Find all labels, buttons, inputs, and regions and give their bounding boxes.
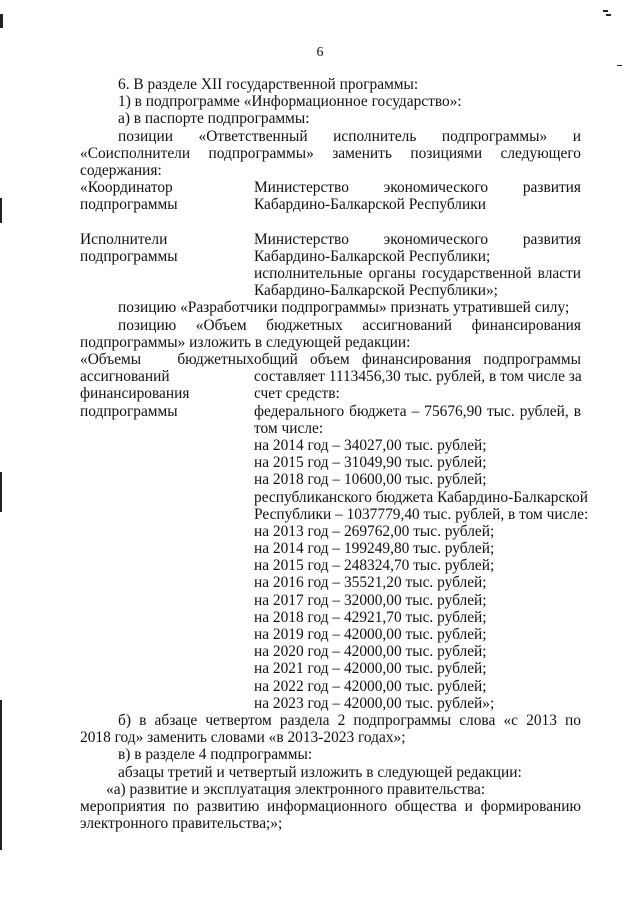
- paragraph-line: позицию «Разработчики подпрограммы» признать утратившей силу;: [118, 299, 570, 317]
- funding-label: «Объемы бюджетных ассигнований финансирования подпрограммы: [80, 351, 254, 420]
- paragraph-line: подпрограммы» изложить в следующей редакции:: [80, 333, 411, 351]
- paragraph-line: «а) развитие и эксплуатация электронного правительства:: [106, 780, 486, 798]
- executors-row: [80, 231, 581, 300]
- paragraph-line: позиции «Ответственный исполнитель подпрограммы» и: [118, 127, 581, 145]
- paragraph-line: абзацы третий и четвертый изложить в следующей редакции:: [118, 763, 522, 781]
- paragraph-line: б) в абзаце четвертом раздела 2 подпрограммы слова «с 2013 по: [118, 711, 581, 729]
- paragraph-line: а) в паспорте подпрограммы:: [118, 110, 310, 128]
- coordinator-value: Министерство экономического развития Кабардино-Балкарской Республики: [254, 179, 581, 214]
- paragraph-line: 2018 год» заменить словами «в 2013-2023 годах»;: [80, 729, 406, 747]
- paragraph-line: позицию «Объем бюджетных ассигнований финансирования: [118, 316, 581, 334]
- paragraph-line: 1) в подпрограмме «Информационное государство»:: [118, 93, 462, 111]
- scan-mark: [0, 198, 2, 223]
- coordinator-label: «Координатор подпрограммы: [80, 179, 178, 214]
- scan-mark: [603, 10, 608, 12]
- paragraph-line: в) в разделе 4 подпрограммы:: [118, 746, 313, 764]
- scan-mark: [606, 14, 611, 16]
- document-body: [80, 76, 589, 833]
- executors-value: Министерство экономического развития Кабардино-Балкарской Республики; исполнительные органы государственной власти Кабардино-Балкарской Республики»;: [254, 230, 581, 300]
- paragraph-line: содержания:: [80, 161, 162, 179]
- funding-value: общий объем финансирования подпрограммы составляет 1113456,30 тыс. рублей, в том числе за счет средств: федерального бюджета – 75676,90 тыс. рублей, в том числе: на 2014 год – 34027,00 тыс. рублей; на 2015 год – 31049,90 тыс. рублей; на 2018 год – 10600,00 тыс. рублей; республиканского бюджета Кабардино-Балкарской Республики – 1037779,40 тыс. рублей, в том числе: на 2013 год – 269762,00 тыс. рублей; на 2014 год – 199249,80 тыс. рублей; на 2015 год – 248324,70 тыс. рублей; на 2016 год – 35521,20 тыс. рублей; на 2017 год – 32000,00 тыс. рублей; на 2018 год – 42921,70 тыс. рублей; на 2019 год – 42000,00 тыс. рублей; на 2020 год – 42000,00 тыс. рублей; на 2021 год – 42000,00 тыс. рублей; на 2022 год – 42000,00 тыс. рублей; на 2023 год – 42000,00 тыс. рублей»;: [254, 351, 589, 712]
- paragraph-line: 6. В разделе XII государственной программы:: [118, 76, 419, 93]
- paragraph-line: мероприятия по развитию информационного общества и формированию: [80, 797, 581, 815]
- scan-mark: [0, 700, 2, 850]
- scan-mark: [0, 472, 2, 512]
- scan-mark: [617, 65, 622, 66]
- scan-mark: [0, 14, 3, 28]
- executors-label: Исполнители подпрограммы: [80, 230, 178, 265]
- page-number: 6: [316, 45, 324, 60]
- paragraph-line: «Соисполнители подпрограммы» заменить позициями следующего: [80, 144, 581, 162]
- coordinator-row: [80, 179, 581, 213]
- funding-row: [80, 351, 589, 712]
- paragraph-line: электронного правительства;»;: [80, 815, 283, 833]
